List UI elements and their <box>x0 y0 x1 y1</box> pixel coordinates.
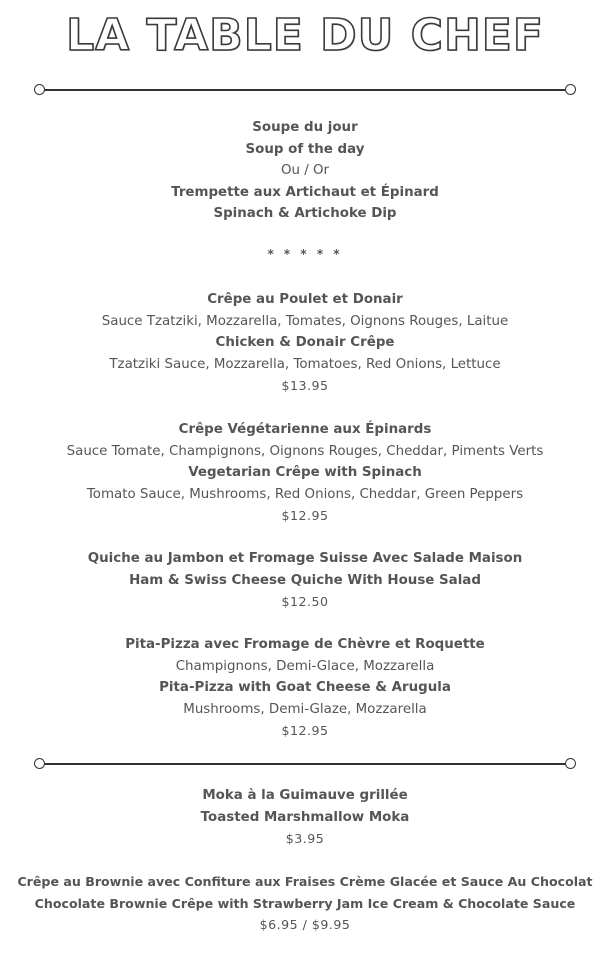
dip-name-fr: Trempette aux Artichaut et Épinard <box>171 184 439 200</box>
divider-right-circle <box>565 758 576 769</box>
item-description-fr: Sauce Tzatziki, Mozzarella, Tomates, Oignons Rouges, Laitue <box>101 313 509 329</box>
item-name-fr: Crêpe Végétarienne aux Épinards <box>178 422 432 437</box>
dessert-divider <box>34 758 576 770</box>
item-description-en: Tzatziki Sauce, Mozzarella, Tomatoes, Red Onions, Lettuce <box>109 356 501 372</box>
divider-line <box>40 763 570 765</box>
item-name-en: Vegetarian Crêpe with Spinach <box>188 465 422 481</box>
soup-name-fr: Soupe du jour <box>252 120 358 135</box>
item-name-fr: Pita-Pizza avec Fromage de Chèvre et Roquette <box>125 637 485 652</box>
item-price: $12.95 <box>281 723 329 739</box>
item-price: $13.95 <box>281 378 329 394</box>
menu-item-marshmallow-moka <box>0 785 610 850</box>
item-name-en: Toasted Marshmallow Moka <box>200 809 410 825</box>
item-name-fr: Moka à la Guimauve grillée <box>202 788 408 803</box>
divider-line <box>40 89 570 91</box>
item-name-en: Chocolate Brownie Crêpe with Strawberry Jam Ice Cream & Chocolate Sauce <box>34 895 576 911</box>
menu-item-vegetarian-crepe <box>0 419 610 527</box>
item-name-en: Chicken & Donair Crêpe <box>215 335 395 351</box>
menu-title: LA TABLE DU CHEF <box>66 10 544 61</box>
item-name-fr: Crêpe au Poulet et Donair <box>207 292 403 307</box>
menu-item-chicken-donair-crepe <box>0 289 610 397</box>
item-name-en: Ham & Swiss Cheese Quiche With House Salad <box>129 572 481 588</box>
divider-right-circle <box>565 84 576 95</box>
starters-section <box>0 117 610 225</box>
section-separator <box>0 244 610 266</box>
divider-left-circle <box>34 84 45 95</box>
menu-item-brownie-crepe <box>0 871 610 936</box>
item-price: $3.95 <box>285 831 325 847</box>
menu-item-ham-swiss-quiche <box>0 548 610 613</box>
soup-name-en: Soup of the day <box>245 141 365 157</box>
item-price: $6.95 / $9.95 <box>259 917 351 933</box>
or-text: Ou / Or <box>280 163 330 179</box>
item-name-en: Pita-Pizza with Goat Cheese & Arugula <box>159 680 451 696</box>
item-name-fr: Quiche au Jambon et Fromage Suisse Avec Salade Maison <box>87 551 523 566</box>
top-divider <box>34 84 576 96</box>
item-description-en: Tomato Sauce, Mushrooms, Red Onions, Cheddar, Green Peppers <box>86 486 524 502</box>
divider-left-circle <box>34 758 45 769</box>
menu-item-pita-pizza <box>0 634 610 742</box>
item-description-en: Mushrooms, Demi-Glaze, Mozzarella <box>183 701 427 717</box>
separator-stars: * * * * * <box>267 247 343 261</box>
item-name-fr: Crêpe au Brownie avec Confiture aux Fraises Crème Glacée et Sauce Au Chocolat <box>17 874 593 889</box>
item-description-fr: Sauce Tomate, Champignons, Oignons Rouges, Cheddar, Piments Verts <box>66 443 544 459</box>
item-price: $12.50 <box>281 594 329 610</box>
item-price: $12.95 <box>281 508 329 524</box>
item-description-fr: Champignons, Demi-Glace, Mozzarella <box>175 658 435 674</box>
dip-name-en: Spinach & Artichoke Dip <box>213 206 397 222</box>
